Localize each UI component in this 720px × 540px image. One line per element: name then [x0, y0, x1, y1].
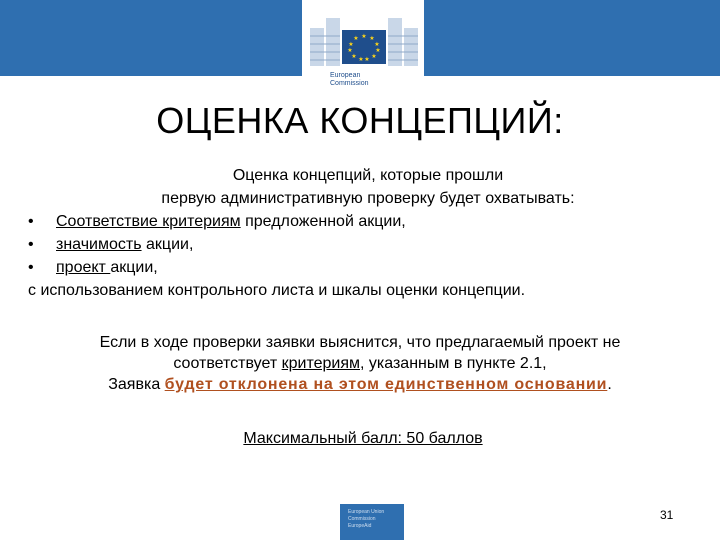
svg-text:★: ★	[364, 56, 370, 63]
svg-text:★: ★	[358, 56, 364, 63]
svg-text:★: ★	[374, 41, 380, 48]
intro-line-1: Оценка концепций, которые прошли	[232, 167, 504, 184]
svg-text:★: ★	[369, 35, 375, 42]
svg-text:★: ★	[353, 35, 359, 42]
slide-body	[28, 164, 708, 302]
bullet-icon: •	[28, 259, 34, 276]
rejection-paragraph	[40, 332, 680, 395]
bullet-icon: •	[28, 213, 34, 230]
bullet-item-relevance: • значимость акции,	[28, 233, 708, 256]
page-number: 31	[660, 508, 674, 522]
rejection-line-1: Если в ходе проверки заявки выяснится, что предлагаемый проект не	[99, 334, 621, 351]
intro-line-2: первую административную проверку будет охватывать:	[161, 190, 575, 207]
bullet-icon: •	[28, 236, 34, 253]
commission-building-icon	[302, 0, 424, 72]
rejection-emphasis: будет отклонена на этом единственном основании	[164, 376, 608, 393]
max-score: Максимальный балл: 50 баллов	[243, 430, 483, 447]
svg-text:★: ★	[375, 47, 381, 54]
bullet-item-design: • проект акции,	[28, 256, 708, 279]
footer-logo: European Union Commission EuropeAid	[340, 504, 404, 540]
rejection-line-2: соответствует критериям, указанным в пункте 2.1,	[173, 355, 547, 372]
svg-text:★: ★	[347, 47, 353, 54]
slide-title: ОЦЕНКА КОНЦЕПЦИЙ:	[156, 100, 564, 141]
svg-text:★: ★	[371, 53, 377, 60]
closing-line: с использованием контрольного листа и шкалы оценки концепции.	[28, 282, 526, 299]
bullet-item-criteria: • Соответствие критериям предложенной акции,	[28, 210, 708, 233]
rejection-line-3: Заявка будет отклонена на этом единственном основании.	[108, 376, 612, 393]
svg-text:★: ★	[361, 33, 367, 40]
logo-text: European Commission	[330, 72, 369, 87]
ec-logo	[302, 0, 424, 100]
svg-text:★: ★	[348, 41, 354, 48]
svg-text:★: ★	[351, 53, 357, 60]
